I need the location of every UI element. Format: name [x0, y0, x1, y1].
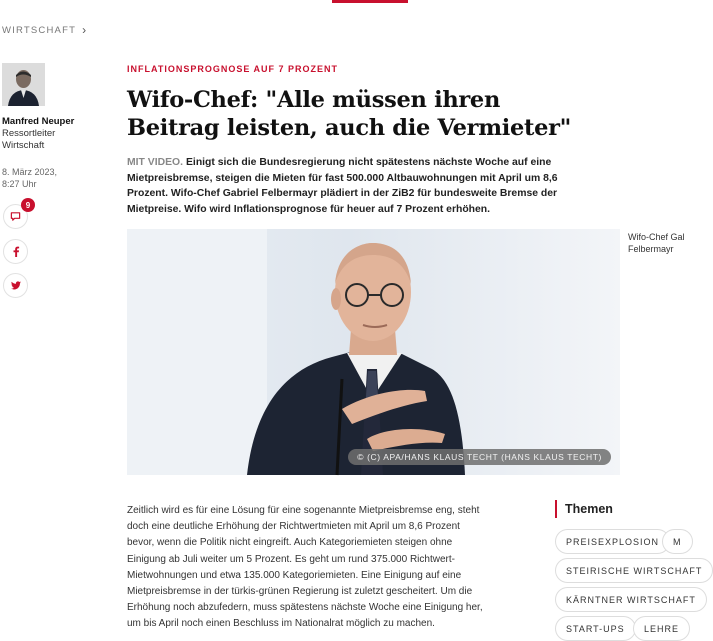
article-lead [127, 155, 597, 217]
twitter-icon [11, 281, 21, 290]
comment-count-badge: 9 [21, 198, 35, 212]
chevron-right-icon: › [82, 23, 88, 37]
video-label: MIT VIDEO. [127, 157, 183, 168]
author-name[interactable]: Manfred Neuper [2, 116, 75, 127]
author-role [2, 128, 82, 152]
tag-kaerntner-wirtschaft[interactable]: KÄRNTNER WIRTSCHAFT [555, 587, 707, 612]
twitter-share-button[interactable] [3, 273, 28, 298]
publish-date-time: 8:27 Uhr [2, 179, 37, 189]
image-caption [628, 231, 688, 255]
article-body: Zeitlich wird es für eine Lösung für eine sogenannte Mietpreisbremse eng, steht doch eine deutliche Erhöhung der Richtwertmieten mit April um 8,6 Prozent bevor, wenn die Politik nicht eingreift. Auch Kategoriemieten steigen ohne Einigung ab Juli weiter um 5 Prozent. Es geht um rund 375.000 Richtwert-Mietwohnungen und etwa 135.000 Kategoriemieten. Eine Einigung auf eine Mietpreisbremse in der türkis-grünen Regierung ist zuletzt gescheitert. Um die Erhöhung noch abzufedern, muss spätestens nächste Woche eine Einigung her, um bis April noch einen Beschluss im Nationalrat möglich zu machen. [127, 505, 483, 630]
avatar[interactable] [2, 63, 45, 106]
image-credit: © (C) APA/HANS KLAUS TECHT (HANS KLAUS TECHT) [348, 449, 611, 465]
themen-title: Themen [555, 500, 613, 518]
facebook-icon [12, 246, 20, 257]
author-role-line: Wirtschaft [2, 140, 45, 151]
article-image[interactable] [127, 229, 620, 475]
publish-date-day: 8. März 2023, [2, 167, 58, 177]
tag-steirische-wirtschaft[interactable]: STEIRISCHE WIRTSCHAFT [555, 558, 713, 583]
breadcrumb-section[interactable]: WIRTSCHAFT [2, 24, 77, 36]
article-headline: Wifo-Chef: "Alle müssen ihren Beitrag leisten, auch die Vermieter" [127, 87, 572, 141]
facebook-share-button[interactable] [3, 239, 28, 264]
image-caption-line: Felbermayr [628, 244, 674, 254]
author-box [2, 63, 82, 190]
publish-date [2, 166, 82, 190]
breadcrumb[interactable] [2, 23, 87, 37]
lead-text: Einigt sich die Bundesregierung nicht spätestens nächste Woche auf eine Mietpreisbremse, steigen die Mieten für fast 500.000 Altbauwohnungen mit April um 8,6 Prozent. Wifo-Chef Gabriel Felbermayr plädiert in der ZiB2 für bundesweite Bremse der Mietpreise. Wifo wird Inflationsprognose für heuer auf 7 Prozent erhöhen. [127, 157, 558, 215]
article-kicker: INFLATIONSPROGNOSE AUF 7 PROZENT [127, 64, 339, 74]
themen-box [555, 500, 613, 518]
tag-lehre[interactable]: LEHRE [633, 616, 690, 641]
author-role-line: Ressortleiter [2, 128, 56, 139]
tag-truncated[interactable]: M [662, 529, 693, 554]
top-accent-bar [332, 0, 408, 3]
tag-start-ups[interactable]: START-UPS [555, 616, 636, 641]
comment-icon [10, 211, 21, 222]
tag-preisexplosion[interactable]: PREISEXPLOSION [555, 529, 670, 554]
image-caption-line: Wifo-Chef Gal [628, 232, 685, 242]
comments-button[interactable] [3, 200, 31, 229]
